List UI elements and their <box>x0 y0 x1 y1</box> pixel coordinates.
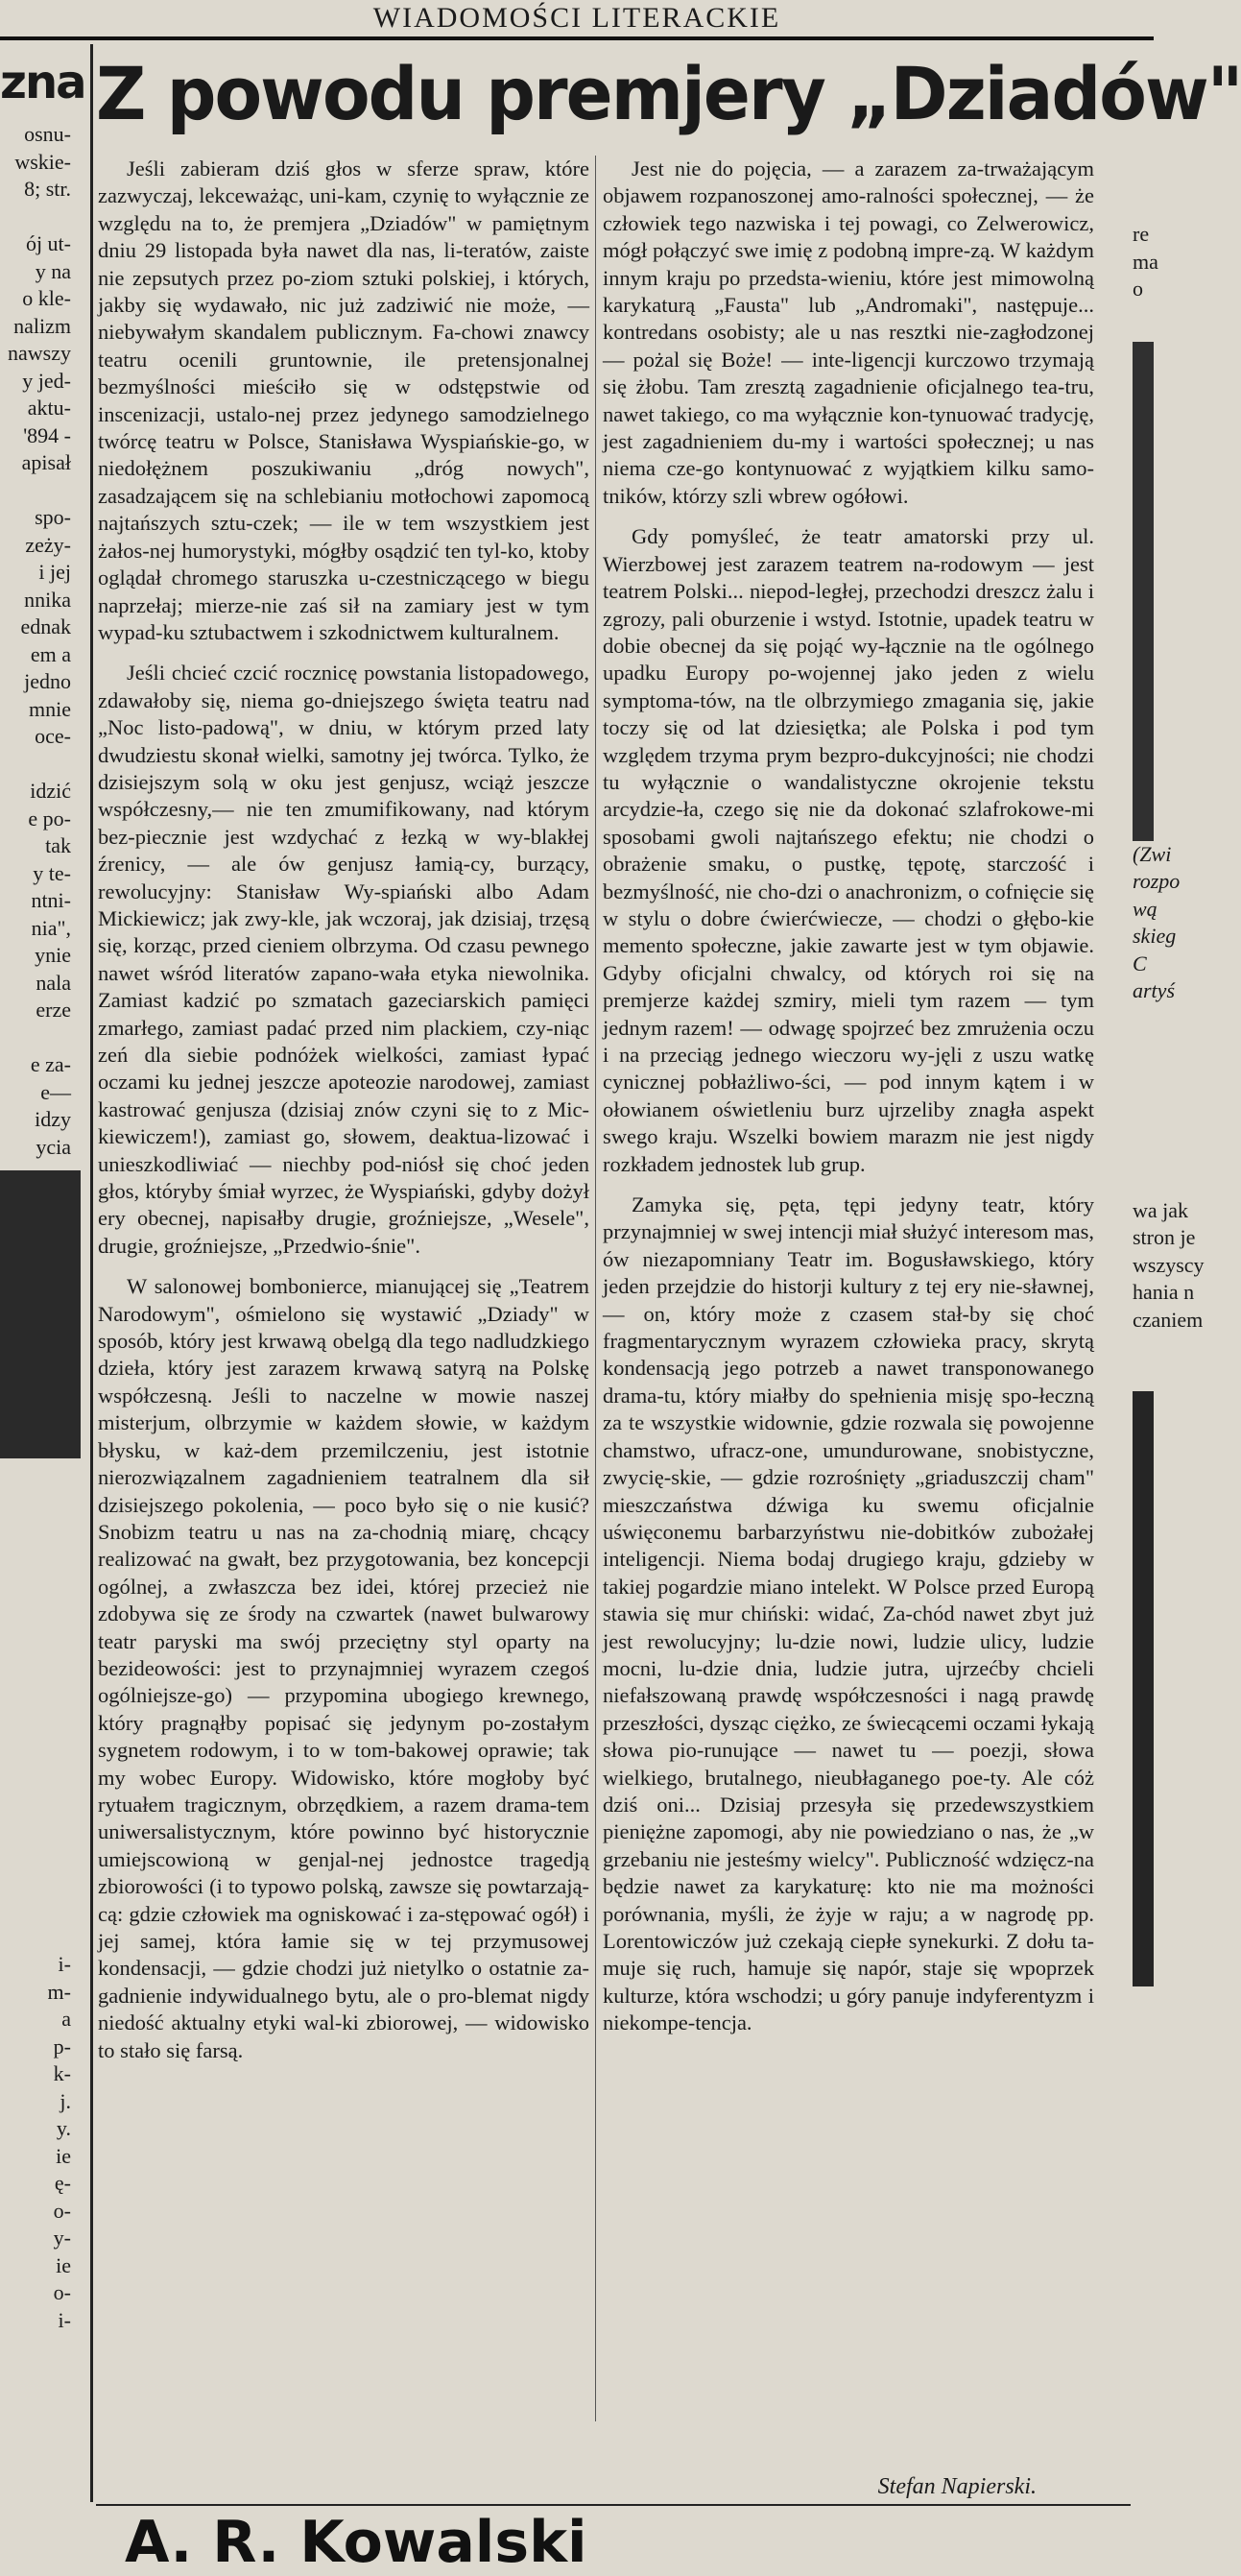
left-fragment-line <box>0 1513 81 1541</box>
left-fragment-line <box>0 204 81 231</box>
left-fragment-line: apisał <box>21 450 71 474</box>
paragraph: Jeśli zabieram dziś głos w sferze spraw, które zazwyczaj, lekceważąc, uni-kam, czynię to wyłącznie ze względu na to, że premjera „Dziadów" w pamiętnym dniu 29 listopada była nawet dla nas, li-teratów, zaiste nie zepsutych przez po-ziom sztuki polskiej, i których, jakby się wydawało, nic już zadziwić nie może, — niebywałym skandalem publicznym. Fa-chowi znawcy teatru ocenili gruntownie, ile pretensjonalnej bezmyślności mieściło się w odstępstwie od inscenizacji, ustalo-nej przez jedynego samodzielnego twórcę teatru w Polsce, Stanisława Wyspiańskie-go, w niedołężnem poszukiwaniu „dróg nowych", zasadzającem się na schlebianiu motłochowi zapomocą najtańszych sztu-czek; — ile w tem wszystkiem jest żałos-nej humorystyki, mógłby osądzić ten tyl-ko, ktoby oglądał chromego staruszka u-czestniczącego w biegu naprzełaj; mierze-nie zaś sił na zamiary jest w tym wypad-ku sztubactwem i szkodnictwem kulturalnem. <box>98 156 589 644</box>
left-fragment-line: ycia <box>36 1134 71 1159</box>
right-lines-b <box>1133 841 1181 1005</box>
left-fragment-line: e po- <box>28 806 71 831</box>
right-photo-fragment-1 <box>1133 342 1154 841</box>
left-fragment-line: a <box>61 2007 71 2031</box>
right-fragment-line: artyś <box>1133 978 1175 1002</box>
right-fragment-line: wa jak <box>1133 1197 1189 1222</box>
left-fragment-line: e za- <box>30 1052 71 1076</box>
right-lines-a <box>1133 221 1158 303</box>
right-fragment-line: (Zwi <box>1133 841 1172 866</box>
left-fragment-line: y. <box>56 2116 71 2140</box>
running-head: WIADOMOŚCI LITERACKIE <box>372 2 781 34</box>
right-fragment-line: re <box>1133 222 1150 246</box>
left-fragment-line: i- <box>58 1952 71 1976</box>
left-photo-fragment <box>0 1170 81 1458</box>
left-fragment-line: p- <box>53 2034 71 2058</box>
right-fragment-line: o <box>1133 277 1143 301</box>
left-fragment-line: y jed- <box>22 368 71 393</box>
right-fragment-line: skieg <box>1133 924 1177 948</box>
left-fragment-line: nawszy <box>8 341 71 365</box>
left-fragment-line: ie <box>56 2252 71 2277</box>
next-article-headline-fragment: A. R. Kowalski <box>125 2509 587 2576</box>
left-fragment-line <box>0 1732 81 1760</box>
left-fragment-line: k- <box>53 2061 71 2085</box>
left-fragment-line: nia", <box>31 915 71 940</box>
left-fragment-line <box>0 1787 81 1815</box>
left-fragment-line <box>0 1486 81 1514</box>
left-fragment-line: idzy <box>35 1107 71 1131</box>
left-fragment-line: em a <box>30 641 71 666</box>
left-fragment-line: spo- <box>35 505 71 529</box>
column-divider <box>595 156 596 2421</box>
right-fragment-line: ma <box>1133 249 1158 274</box>
left-headline-fragment: zna <box>0 56 85 109</box>
article-title: Z powodu premjery „Dziadów" <box>96 51 1241 136</box>
left-fragment-line: nnika <box>24 587 71 612</box>
left-fragment-line: osnu- <box>24 122 71 146</box>
left-fragment-line <box>0 1458 81 1486</box>
left-fragment-line: idzić <box>30 779 71 803</box>
left-fragment-line: 8; str. <box>24 177 71 201</box>
right-photo-fragment-2 <box>1133 1391 1154 1986</box>
left-lines-b <box>0 1458 81 2334</box>
left-lines-a <box>0 121 81 1161</box>
left-fragment-line: ednak <box>20 614 71 638</box>
left-fragment-line: m- <box>47 1979 71 2004</box>
right-fragment-line: stron je <box>1133 1225 1196 1249</box>
left-fragment-line: nalizm <box>13 313 71 338</box>
right-fragment-line: hania n <box>1133 1280 1195 1304</box>
left-fragment-line: tak <box>45 833 71 857</box>
left-fragment-line <box>0 1760 81 1788</box>
left-fragment-line: ę- <box>54 2171 71 2195</box>
left-fragment-line <box>0 1541 81 1569</box>
author-signature: Stefan Napierski. <box>877 2474 1037 2499</box>
left-fragment-line <box>0 1623 81 1650</box>
left-fragment-line: ój ut- <box>25 231 71 255</box>
left-fragment-line: erze <box>36 998 71 1022</box>
left-fragment-line <box>0 1815 81 1842</box>
right-fragment-line: czaniem <box>1133 1307 1204 1332</box>
left-fragment-line: nala <box>36 970 71 995</box>
right-fragment-line: wszyscy <box>1133 1252 1205 1277</box>
left-fragment-line <box>0 1924 81 1952</box>
left-fragment-line <box>0 1842 81 1869</box>
left-fragment-line: ynie <box>35 943 71 967</box>
left-fragment-line: o- <box>53 2198 71 2223</box>
paragraph: W salonowej bombonierce, mianującej się „Teatrem Narodowym", ośmielono się wystawić „Dziady" w sposób, który jest krwawą obelgą dla tego nadludzkiego dzieła, który jest zarazem krwawą satyrą na Polskę współczesną. Jeśli to naczelne w mowie naszej misterjum, olbrzymie w każdem słowie, w każdym błysku, w każ-dem przemilczeniu, jest istotnie nierozwiązalnem zagadnieniem teatralnem dla sił dzisiejszego pokolenia, — poco było się o nie kusić? Snobizm teatru u nas na za-chodnią miarę, chcący realizować na gwałt, bez przygotowania, bez koncepcji ogólnej, a zwłaszcza bez idei, której przecież nie zdobywa się ze środy na czwartek (nawet bulwarowy teatr paryski ma swój przeciętny styl oparty na bezideowości: jest to przynajmniej wyrazem czegoś ogólniejsze-go) — przypomina ubogiego krewnego, który pragnąłby popisać się jedynym po-zostałym sygnetem rodowym, i to w tom-bakowej oprawie; tak my wobec Europy. Widowisko, które mogłoby być rytuałem tragicznym, obrzędkiem, a razem drama-tem uniwersalistycznym, które powinno być historycznie umiejscowioną w genjal-nej jednostce tragedją zbiorowości (i to typowo polską, zawsze się powtarzają-cą: gdzie człowiek ma ogniskować i za-stępować ogół) i jej samej, która łamie się w tej przymusowej kondensacji, — gdzie chodzi już nietylko o ostatnie za-gadnienie indywidualnego bytu, ale o pro-blemat nigdy niedość aktualny etyki wal-ki zbiorowej, — widowisko to stało się farsą. <box>98 1274 589 2062</box>
left-fragment-line <box>0 1896 81 1924</box>
paragraph: Jest nie do pojęcia, — a zarazem za-trważającym objawem rozpanoszonej amo-ralności społecznej, — że człowiek tego nazwiska i tej powagi, co Zelwerowicz, mógł połączyć swe imię z podobną impre-zą. W każdym innym kraju po przedsta-wieniu, które jest mimowolną karykaturą „Fausta" lub „Andromaki", następuje... kontredans osobisty; ale u nas resztki nie-zagłodzonej — pożal się Boże! — inte-ligencji kurczowo trzymają się żłobu. Tam zresztą zagadnienie oficjalnego tea-tru, nawet takiego, co ma wyłącznie kon-tynuować tradycję, jest zagadnieniem du-my i wartości społecznej; u nas niema cze-go kontynuować z wyjątkiem kilku samo-tników, którzy szli wbrew ogółowi. <box>603 156 1094 508</box>
column-divider-left <box>90 44 93 2502</box>
right-column-fragment <box>1133 221 1205 2525</box>
left-fragment-line: y na <box>35 258 71 283</box>
left-fragment-line: mnie <box>29 696 71 721</box>
left-fragment-line: zeży- <box>25 532 71 557</box>
right-fragment-line: C <box>1133 951 1147 975</box>
left-fragment-line: i- <box>58 2307 71 2332</box>
article-column-2 <box>603 156 1094 2421</box>
left-fragment-line <box>0 1705 81 1733</box>
left-fragment-line <box>0 1869 81 1897</box>
left-fragment-line: j. <box>60 2088 71 2113</box>
paragraph: Gdy pomyśleć, że teatr amatorski przy ul. Wierzbowej jest zarazem teatrem na-rodowym — jest teatrem Polski... niepod-ległej, przechodzi dreszcz żalu i zgrozy, pali oburzenie i wstyd. Istotnie, upadek teatru w dobie obecnej da się pojąć wy-łącznie na tle ogólnego upadku Europy po-wojennej jako jeden z wielu symptoma-tów, na tle olbrzymiego zmagania się, jakie toczy się od lat dziesiętka; ale Polska i pod tym względem trzyma prym bezpro-dukcyjności; nie chodzi tu wyłącznie o wandalistyczne okrojenie tekstu arcydzie-ła, czego się nie da dokonać szlafrokowe-mi sposobami gwoli najtańszego efektu; nie chodzi o obrażenie smaku, o pustkę, tępotę, starczość i bezmyślność, nie cho-dzi o anachronizm, o cofnięcie się w stylu o dobre ćwierćwiecze, — chodzi o głębo-kie memento społeczne, jakie zawarte jest w tym objawie. Gdyby oficjalni chwalcy, od których roi się na premjerze każdej szmiry, mieli tym razem — tym jednym razem! — odwagę spojrzeć bez zmrużenia oczu i na przeciąg jednego wieczoru wy-jęli z uszu watkę cynicznej pobłażliwo-ści, — pod innym kątem i w ołowianem oświetleniu burz ujrzeliby znagła aspekt swego kraju. Wszelki bowiem marazm nie jest nigdy rozkładem jednostek lub grup. <box>603 524 1094 1176</box>
left-fragment-line: o- <box>53 2280 71 2304</box>
left-fragment-line: oce- <box>35 724 71 748</box>
left-fragment-line: '894 - <box>23 422 71 447</box>
left-fragment-line <box>0 1024 81 1052</box>
left-fragment-line: ntni- <box>31 888 71 912</box>
article-column-1 <box>98 156 589 2421</box>
bottom-rule <box>96 2504 1131 2506</box>
left-fragment-line: ie <box>56 2143 71 2168</box>
left-fragment-line <box>0 1677 81 1705</box>
left-column-fragment <box>0 44 85 2540</box>
left-fragment-line: jedno <box>24 669 71 693</box>
left-fragment-line: e— <box>40 1079 71 1104</box>
left-fragment-line: y- <box>53 2226 71 2250</box>
paragraph: Jeśli chcieć czcić rocznicę powstania listopadowego, zdawałoby się, niema go-dniejszego święta teatru nad „Noc listo-padową", w dniu, w którym przed laty dwudziestu skonał wielki, samotny jej twórca. Tylko, że dzisiejszym solą w oku jest genjusz, wciąż jeszcze współczesny,— nie ten zmumifikowany, nad którym bez-piecznie jest wzdychać z łezką w wy-blakłej źrenicy, — ale ów genjusz łamią-cy, burzący, rewolucyjny: Stanisław Wy-spiański albo Adam Mickiewicz; jak zwy-kle, jak wczoraj, jak dzisiaj, trzęsą się, korząc, przed cieniem olbrzyma. Od czasu pewnego nawet wśród literatów zapano-wała etyka niewolnika. Zamiast kadzić po szmatach gazeciarskich pamięci zmarłego, zamiast padać przed nim plackiem, czy-niąc zeń dla siebie podnóżek wielkości, zamiast łypać oczami ku jednej jeszcze apoteozie narodowej, zamiast kastrować genjusza (dzisiaj znów czyni się to z Mic-kiewiczem!), zamiast go, słowem, deaktua-lizować i unieszkodliwiać — niechby pod-niósł się choć jeden głos, któryby śmiał wyrzec, że Wyspiański, gdyby dożył ery obecnej, napisałby drugie, groźniejsze, „Wesele", drugie, groźniejsze, „Przedwio-śnie". <box>98 661 589 1258</box>
left-fragment-line <box>0 477 81 505</box>
left-fragment-line: o kle- <box>22 286 71 310</box>
right-lines-c <box>1133 1197 1205 1335</box>
left-fragment-line: aktu- <box>27 396 71 420</box>
left-fragment-line <box>0 1568 81 1596</box>
left-fragment-line <box>0 751 81 779</box>
top-rule <box>0 36 1154 40</box>
left-fragment-line: y te- <box>33 860 71 885</box>
left-fragment-line: i jej <box>38 560 71 584</box>
paragraph: Zamyka się, pęta, tępi jedyny teatr, który przynajmniej w swej intencji miał służyć interesom mas, ów niezapomniany Teatr im. Bogusławskiego, który jeden przejdzie do historji kultury z tej ery nie-sławnej, — on, który może z czasem stał-by się choć fragmentarycznym wyrazem człowieka pracy, skrytą kondensacją jego potrzeb a nawet transponowanego drama-tu, który miałby do spełnienia misję spo-łeczną za te wszystkie widownie, gdzie rozwala się powojenne chamstwo, ufracz-one, umundurowane, snobistyczne, zwycię-skie, — gdzie rozrośnięty „griaduszczij cham" mieszczaństwa dźwiga ku swemu oficjalnie uświęconemu barbarzyństwu nie-dobitków zubożałej inteligencji. Niema bodaj drugiego kraju, gdzieby w takiej pogardzie miano intelekt. W Polsce przed Europą stawia się mur chiński: widać, Za-chód nawet zbyt już jest rewolucyjny; lu-dzie nowi, ludzie ulicy, ludzie mocni, lu-dzie dnia, ludzie jutra, ujrzećby chcieli niefałszowaną prawdę współczesności i nagą prawdę przeszłości, dysząc ciężko, ze świecącemi oczami łykają słowa pio-runujące — nawet tu — poezji, słowa wielkiego, brutalnego, nieubłaganego poe-ty. Ale cóż dziś oni... Dzisiaj przesyła się przedewszystkiem pieniężne zapomogi, aby nie powiedziano o nas, że „w grzebaniu nie jesteśmy wielcy". Publiczność wdzięcz-na będzie nawet za karykaturę: kto nie ma możności porównania, myśli, że żyje w raju; a w nagrodę pp. Lorentowiczów już czekają ciepłe synekurki. Z dołu ta-muje się ruch, hamuje się napór, staje się wpoprzek kulturze, która wschodzi; u góry panuje indyferentyzm i niekompe-tencja. <box>603 1192 1094 2035</box>
right-fragment-line: wą <box>1133 896 1157 921</box>
left-fragment-line <box>0 1596 81 1624</box>
left-fragment-line <box>0 1650 81 1678</box>
right-fragment-line: rozpo <box>1133 869 1181 893</box>
left-fragment-line: wskie- <box>14 149 71 174</box>
